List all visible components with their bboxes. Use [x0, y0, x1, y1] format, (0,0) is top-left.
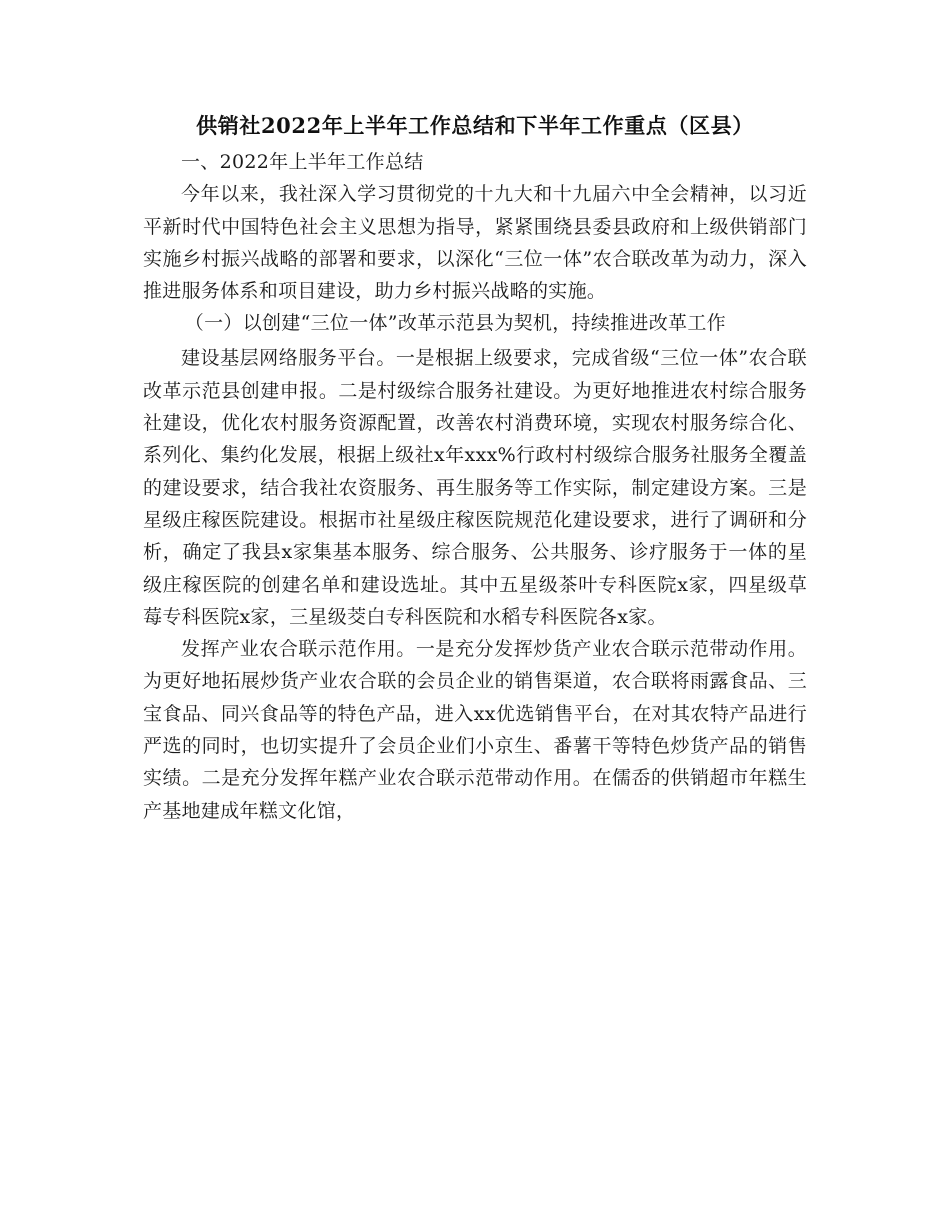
paragraph-network-platform: 建设基层网络服务平台。一是根据上级要求，完成省级“三位一体”农合联改革示范县创建申报。二是村级综合服务社建设。为更好地推进农村综合服务社建设，优化农村服务资源配置，改善农村消费环境，实现农村服务综合化、系列化、集约化发展，根据上级社x年xxx%行政村村级综合服务社服务全覆盖的建设要求，结合我社农资服务、再生服务等工作实际，制定建设方案。三是星级庄稼医院建设。根据市社星级庄稼医院规范化建设要求，进行了调研和分析，确定了我县x家集基本服务、综合服务、公共服务、诊疗服务于一体的星级庄稼医院的创建名单和建设选址。其中五星级茶叶专科医院x家，四星级草莓专科医院x家，三星级茭白专科医院和水稻专科医院各x家。	[143, 347, 807, 628]
paragraph-industry-demo: 发挥产业农合联示范作用。一是充分发挥炒货产业农合联示范带动作用。为更好地拓展炒货产业农合联的会员企业的销售渠道，农合联将雨露食品、三宝食品、同兴食品等的特色产品，进入xx优选销售平台，在对其农特产品进行严选的同时，也切实提升了会员企业们小京生、番薯干等特色炒货产品的销售实绩。二是充分发挥年糕产业农合联示范带动作用。在儒岙的供销超市年糕生产基地建成年糕文化馆，	[143, 638, 807, 822]
document-body	[143, 108, 807, 827]
paragraph-intro: 今年以来，我社深入学习贯彻党的十九大和十九届六中全会精神，以习近平新时代中国特色社会主义思想为指导，紧紧围绕县委县政府和上级供销部门实施乡村振兴战略的部署和要求，以深化“三位一体”农合联改革为动力，深入推进服务体系和项目建设，助力乡村振兴战略的实施。	[143, 183, 807, 303]
document-title: 供销社2022年上半年工作总结和下半年工作重点（区县）	[196, 113, 754, 138]
sub-heading-reform: （一）以创建“三位一体”改革示范县为契机，持续推进改革工作	[184, 312, 726, 335]
section-heading: 一、2022年上半年工作总结	[181, 151, 424, 173]
